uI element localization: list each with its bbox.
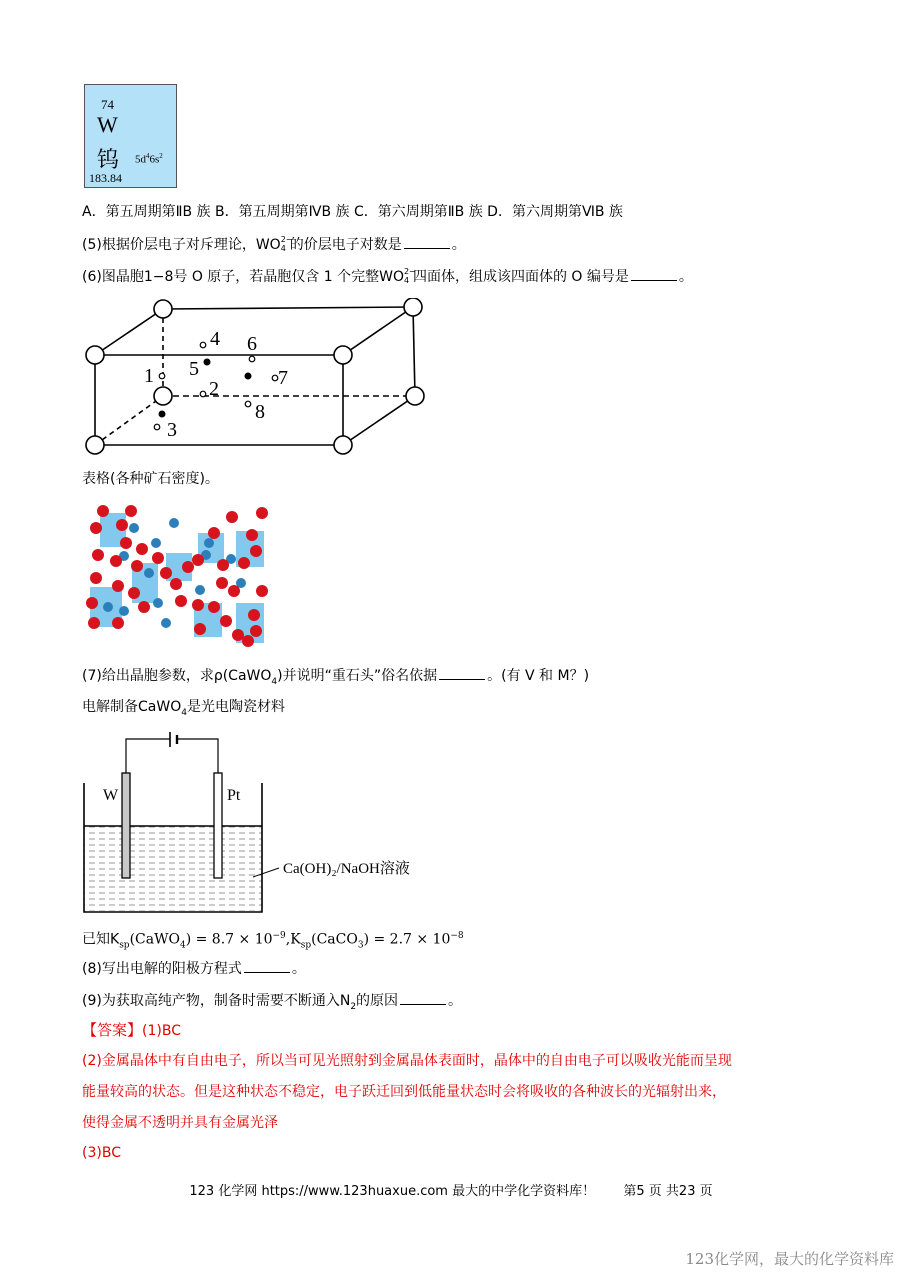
- electrode-label-pt: Pt: [227, 787, 241, 804]
- electrolysis-cell-diagram: [78, 728, 438, 918]
- platinum-electrode: [214, 773, 222, 878]
- atom-label-8: 8: [255, 401, 265, 423]
- question-5: (5)根据价层电子对斥理论，WO 2− 4 的价层电子对数是 。: [82, 235, 466, 253]
- electrode-label-w: W: [103, 787, 119, 804]
- density-table-note: 表格(各种矿石密度)。: [82, 471, 219, 487]
- solution-label: Ca(OH)₂/NaOH溶液: [283, 861, 410, 877]
- answer-1: 【答案】(1)BC: [82, 1021, 181, 1039]
- answer-label: 【答案】: [82, 1021, 143, 1039]
- answer-blank[interactable]: [404, 234, 450, 249]
- tungsten-element-card: [84, 84, 177, 188]
- atom-label-7: 7: [278, 367, 288, 389]
- electrolysis-intro: 电解制备CaWO$_4$是光电陶瓷材料: [82, 699, 285, 718]
- footer-page-info: 第5 页 共23 页: [623, 1184, 713, 1199]
- answer-blank[interactable]: [439, 665, 485, 680]
- question-8: (8)写出电解的阳极方程式 。: [82, 958, 306, 979]
- atom-label-3: 3: [167, 419, 177, 441]
- atom-label-6: 6: [247, 333, 257, 355]
- answer-blank[interactable]: [631, 266, 677, 281]
- answer-2-line-3: 使得金属不透明并具有金属光泽: [82, 1115, 278, 1131]
- ksp-values: 已知$K_{sp}(CaWO_4) = 8.7$ × $10^{-9},K_{sp}(CaCO_3) = 2.7 \times 10^{-8}$: [82, 931, 464, 951]
- page-footer: [0, 1180, 902, 1199]
- question-7: (7)给出晶胞参数，求ρ(CaWO$_4$)并说明“重石头”俗名依据 。(有 V 和 M？): [82, 665, 589, 692]
- footer-site: 123 化学网 https://www.123huaxue.com 最大的中学化学资料库！: [189, 1184, 596, 1199]
- cawo4-crystal-structure-image: [86, 503, 306, 653]
- metal-atoms: [159, 359, 252, 418]
- electron-configuration: $5d^46s^2$: [135, 152, 163, 166]
- atomic-number: 74: [101, 97, 114, 112]
- answer-blank[interactable]: [400, 990, 446, 1005]
- answer-2-line-1: (2)金属晶体中有自由电子，所以当可见光照射到金属晶体表面时，晶体中的自由电子可以吸收光能而呈现: [82, 1053, 732, 1069]
- atom-label-5: 5: [189, 358, 199, 380]
- atom-label-4: 4: [210, 328, 220, 350]
- question-9: (9)为获取高纯产物，制备时需要不断通入$N_2$的原因 。: [82, 990, 462, 1017]
- answer-options-line: A．第五周期第ⅡB 族 B．第五周期第ⅣB 族 C．第六周期第ⅡB 族 D．第六周期第ⅥB 族: [82, 204, 623, 220]
- atom-label-2: 2: [209, 378, 219, 400]
- tungsten-electrode: [122, 773, 130, 878]
- corner-atoms: [86, 298, 424, 454]
- element-chinese-name: 钨: [97, 147, 120, 172]
- element-symbol: W: [97, 112, 118, 137]
- answer-2-line-2: 能量较高的状态。但是这种状态不稳定，电子跃迁回到低能量状态时会将吸收的各种波长的光辐射出来，: [82, 1084, 726, 1100]
- watermark: 123化学网，最大的化学资料库: [685, 1250, 894, 1268]
- answer-blank[interactable]: [244, 958, 290, 973]
- unit-cell-diagram: [78, 298, 443, 458]
- atomic-mass: 183.84: [89, 171, 122, 185]
- answer-3: (3)BC: [82, 1145, 121, 1161]
- question-6: (6)图晶胞1−8号 O 原子，若晶胞仅含 1 个完整WO 2− 4 四面体，组成该四面体的 O 编号是 。: [82, 267, 693, 285]
- atom-label-1: 1: [144, 365, 154, 387]
